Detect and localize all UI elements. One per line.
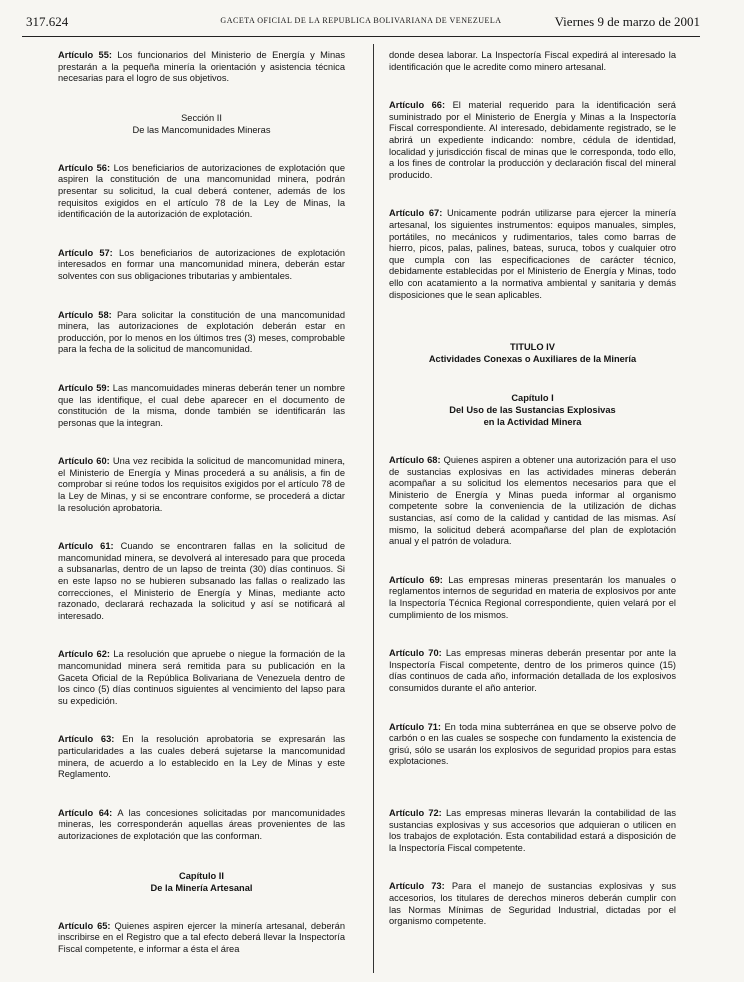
- article-text: La resolución que apruebe o niegue la formación de la mancomunidad minera será remitida para su publicación en la Gaceta Oficial de la República Bolivariana de Venezuela dentro de los cinco (5) días continuos siguientes al vencimiento del lapso para su expedición.: [58, 649, 345, 706]
- chapter-title-line2: en la Actividad Minera: [483, 417, 582, 428]
- section-number: Sección II: [181, 112, 222, 123]
- article-title: Artículo 64:: [58, 807, 113, 818]
- issue-date: Viernes 9 de marzo de 2001: [554, 14, 700, 29]
- left-column: [58, 46, 345, 982]
- article-title: Artículo 72:: [389, 807, 442, 818]
- article-title: Artículo 70:: [389, 648, 442, 659]
- article-59: [58, 383, 345, 429]
- article-title: Artículo 68:: [389, 455, 441, 466]
- article-66: [389, 100, 676, 181]
- article-text: Las empresas mineras deberán presentar por ante la Inspectoría Fiscal competente, dentro de los primeros quince (15) días continuos de cada año, información detallada de los explosivos consumidos durante el año anterior.: [389, 648, 676, 693]
- article-title: Artículo 58:: [58, 309, 112, 320]
- article-65: [58, 921, 345, 956]
- article-70: [389, 648, 676, 694]
- chapter-heading: [58, 870, 345, 894]
- article-57: [58, 248, 345, 283]
- article-text: El material requerido para la identificación será suministrado por el Ministerio de Energía y Minas a la Inspectoría Fiscal correspondiente. Al interesado, debidamente registrado, se le abrirá un expediente indicando: nombre, cédula de identidad, localidad y jurisdicción fiscal de minas que le corresponda, todo ello, a los fines de controlar la producción y declaración fiscal del mineral producido.: [389, 100, 676, 180]
- article-text: Las empresas mineras llevarán la contabilidad de las sustancias explosivas y sus accesorios que adquieran o utilicen en los trabajos de explotación. Esta contabilidad estará a disposición de la Inspectoría Fiscal competente.: [389, 807, 676, 853]
- column-divider: [373, 44, 374, 973]
- article-64: [58, 808, 345, 843]
- article-69: [389, 575, 676, 621]
- chapter-heading: [389, 392, 676, 428]
- article-title: Artículo 69:: [389, 574, 443, 585]
- article-title: Artículo 67:: [389, 208, 443, 219]
- article-60: [58, 456, 345, 514]
- article-title: Artículo 57:: [58, 247, 113, 258]
- chapter-title: De la Minería Artesanal: [150, 882, 253, 893]
- article-title: Artículo 71:: [389, 721, 442, 732]
- article-67: [389, 208, 676, 301]
- right-column: [389, 46, 676, 955]
- section-title: De las Mancomunidades Mineras: [132, 124, 271, 135]
- article-55: [58, 50, 345, 85]
- article-title: Artículo 65:: [58, 920, 111, 931]
- article-text: Los beneficiarios de autorizaciones de explotación que aspiren la constitución de una mancomunidad minera, podrán presentar su solicitud, la cual deberá contener, además de los requisitos exigidos en el artículo 78 de la Ley de Minas, la identificación de la autorización de explotación.: [58, 162, 345, 220]
- article-text: Las empresas mineras presentarán los manuales o reglamentos internos de seguridad en materia de explosivos por ante la Inspectoría Técnica Regional correspondiente, quien velará por el cumplimiento de los mismos.: [389, 574, 676, 620]
- article-text: Quienes aspiren a obtener una autorización para el uso de sustancias explosivas en las actividades mineras deberán acompañar a su solicitud los elementos necesarios para que el Ministerio de Energía y Minas pueda informar al organismo competente sobre la conveniencia de la utilización de dichas sustancias, así como de la calidad y cantidad de las mismas. Así mismo, la solicitud deberá acompañarse del plan de explotación anual y el patrón de voladura.: [389, 455, 676, 547]
- page-header: [22, 10, 700, 37]
- chapter-number: Capítulo I: [511, 393, 554, 404]
- gazette-title: GACETA OFICIAL DE LA REPUBLICA BOLIVARIANA DE VENEZUELA: [220, 16, 502, 25]
- article-text: En toda mina subterránea en que se observe polvo de carbón o en las cuales se sospeche con fundamento la existencia de grisú, sólo se usarán los explosivos de seguridad propios para estas explotaciones.: [389, 721, 676, 767]
- title-heading: [389, 341, 676, 365]
- article-title: Artículo 63:: [58, 734, 115, 745]
- article-68: [389, 455, 676, 548]
- article-text: Unicamente podrán utilizarse para ejercer la minería artesanal, los siguientes instrumentos: equipos manuales, simples, portátiles, no mecánicos y rudimentarios, tales como barras de hierro, picos, palas, palines, bateas, suruca, tobos y cualquier otro que cumpla con las especificaciones de carácter técnico, debidamente establecidas por el Ministerio de Energía y Minas, todo ello con acatamiento a la normativa ambiental y sanitaria y demás disposiciones que le sean aplicables.: [389, 208, 676, 300]
- article-text: En la resolución aprobatoria se expresarán las particularidades a las cuales deberá sujetarse la mancomunidad minera, de acuerdo a lo establecido en la Ley de Minas y este Reglamento.: [58, 734, 345, 780]
- article-text: Quienes aspiren ejercer la minería artesanal, deberán inscribirse en el Registro que a tal efecto deberá llevar la Inspectoría Fiscal competente, e informar a ésta el área: [58, 920, 345, 954]
- article-title: Artículo 56:: [58, 162, 111, 173]
- article-title: Artículo 62:: [58, 649, 110, 660]
- title-name: Actividades Conexas o Auxiliares de la Minería: [428, 354, 637, 365]
- article-text: Los beneficiarios de autorizaciones de explotación interesados en formar una mancomunidad minera, deberán estar solventes con sus obligaciones tributarias y ambientales.: [58, 247, 345, 281]
- chapter-title: Del Uso de las Sustancias Explosivas: [449, 405, 616, 416]
- article-title: Artículo 59:: [58, 382, 110, 393]
- article-63: [58, 734, 345, 780]
- article-text: A las concesiones solicitadas por mancomunidades mineras, les corresponderán aquellas áreas provenientes de las autorizaciones de explotación que las conforman.: [58, 807, 345, 841]
- article-title: Artículo 73:: [389, 881, 445, 892]
- article-title: Artículo 66:: [389, 100, 446, 111]
- article-title: Artículo 60:: [58, 456, 110, 467]
- page-number: 317.624: [26, 14, 69, 29]
- article-71: [389, 722, 676, 768]
- article-73: [389, 881, 676, 927]
- article-text: Una vez recibida la solicitud de mancomunidad minera, el Ministerio de Energía y Minas procederá a su análisis, a fin de comprobar si reúne todos los requisitos exigidos por el artículo 78 de la Ley de Minas, y si se encontrare conforme, se procederá a dictar la resolución aprobatoria.: [58, 456, 345, 513]
- chapter-number: Capítulo II: [179, 870, 224, 881]
- article-text: Para el manejo de sustancias explosivas y sus accesorios, los titulares de derechos mineros deberán cumplir con las Normas Mínimas de Seguridad Industrial, dictadas por el organismo competente.: [389, 881, 676, 927]
- article-65-continued: donde desea laborar. La Inspectoría Fiscal expedirá al interesado la identificación que le acredite como minero artesanal.: [389, 50, 676, 72]
- article-72: [389, 808, 676, 854]
- article-62: [58, 649, 345, 707]
- article-text: Para solicitar la constitución de una mancomunidad minera, las autorizaciones de explotación deberán estar en producción, por lo menos en los últimos tres (3) meses, comprobable para la fecha de la solicitud de mancomunidad.: [58, 309, 345, 355]
- article-61: [58, 541, 345, 622]
- article-text: Las mancomuidades mineras deberán tener un nombre que las identifique, el cual debe aparecer en el documento de constitución de la misma, donde también se identificarán las personas que la integran.: [58, 382, 345, 428]
- article-title: Artículo 61:: [58, 541, 114, 552]
- section-heading: [58, 112, 345, 136]
- title-number: TITULO IV: [510, 342, 555, 353]
- article-58: [58, 310, 345, 356]
- article-56: [58, 163, 345, 221]
- article-text: Cuando se encontraren fallas en la solicitud de mancomunidad minera, se devolverá al interesado para que proceda a subsanarlas, dentro de un lapso de treinta (30) días continuos. Si en este lapso no se hubieren subsanado las fallas o realizado las correcciones, el Ministerio de Energía y Minas, mediante acto razonado, declarará rechazada la solicitud y así se notificará al interesado.: [58, 541, 345, 621]
- article-text: Los funcionarios del Ministerio de Energía y Minas prestarán a la pequeña minería la orientación y asistencia técnica necesarias para el logro de sus objetivos.: [58, 50, 345, 84]
- article-title: Artículo 55:: [58, 50, 112, 60]
